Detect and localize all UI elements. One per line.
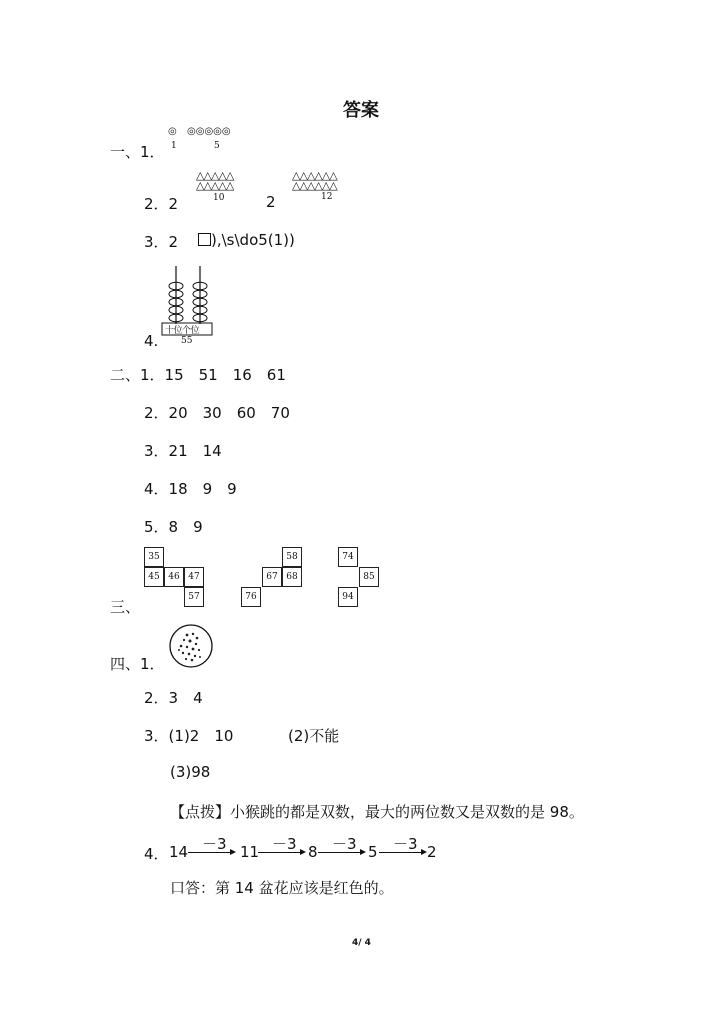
- chain-number: 2: [427, 843, 437, 861]
- grid-cell: 46: [164, 567, 184, 587]
- grid-cell: 68: [282, 567, 302, 587]
- grid-cell: 57: [184, 587, 204, 607]
- chain-step: －3: [202, 835, 227, 853]
- oral-answer: 口答：第 14 盆花应该是红色的。: [170, 879, 394, 897]
- section-1-label: 一、1．: [110, 143, 165, 161]
- chain-step: －3: [272, 835, 297, 853]
- tip-text: 小猴跳的都是双数，最大的两位数又是双数的是 98。: [230, 803, 584, 821]
- grid-cell: 94: [338, 587, 358, 607]
- page-title: 答案: [343, 100, 379, 121]
- section-2-q3: 3．21 14: [144, 442, 222, 460]
- chain-number: 5: [368, 843, 378, 861]
- grid-cell: 85: [359, 567, 379, 587]
- grid-cell: 76: [241, 587, 261, 607]
- chain-number: 11: [240, 843, 260, 861]
- five-circle-figure: ◎◎◎◎◎: [187, 126, 231, 137]
- abacus-value: 55: [181, 336, 193, 346]
- q1-4-label: 4.: [144, 332, 159, 350]
- section-4-q3-b: (2)不能: [288, 727, 340, 745]
- section-4-q3-a: 3．(1)2 10: [144, 727, 234, 745]
- q1-3-prefix: 3．2: [144, 233, 179, 251]
- section-3-label: 三、: [110, 598, 141, 616]
- grid-cell: 58: [282, 547, 302, 567]
- section-4-label: 四、1．: [110, 655, 165, 673]
- tip-paragraph: [170, 801, 584, 822]
- tip-label: 【点拨】: [170, 803, 231, 821]
- q1-2-mid: 2: [266, 193, 276, 211]
- grid-cell: 74: [338, 547, 358, 567]
- section-2-q4: 4．18 9 9: [144, 480, 237, 498]
- q1-2-prefix: 2．2: [144, 195, 179, 213]
- chain-number: 8: [308, 843, 318, 861]
- square-icon: [198, 233, 211, 246]
- triangle-group-b-count: 12: [321, 192, 333, 202]
- section-2-q1: 二、1．15 51 16 61: [110, 366, 286, 384]
- triangle-group-a-count: 10: [213, 193, 225, 203]
- circle-count-small: 1: [171, 141, 177, 151]
- single-circle-figure: ◎: [168, 126, 177, 137]
- grid-cell: 47: [184, 567, 204, 587]
- triangle-group-b: △△△△△△ △△△△△△: [292, 169, 337, 192]
- chain-step: －3: [393, 835, 418, 853]
- chain-number: 14: [169, 843, 189, 861]
- section-2-q2: 2．20 30 60 70: [144, 404, 290, 422]
- triangle-group-a: △△△△△ △△△△△: [196, 169, 234, 192]
- section-4-q3-c: (3)98: [170, 763, 211, 781]
- grid-cell: 67: [262, 567, 282, 587]
- section-4-q2: 2．3 4: [144, 689, 203, 707]
- grid-cell: 45: [144, 567, 164, 587]
- section-2-q5: 5．8 9: [144, 518, 203, 536]
- page-number: 4/ 4: [352, 938, 371, 948]
- section-4-q4-prefix: 4．: [144, 845, 169, 863]
- grid-cell: 35: [144, 547, 164, 567]
- abacus-place-labels: 十位个位: [165, 326, 200, 336]
- dotted-circle-drawing: [167, 622, 215, 670]
- circle-count-big: 5: [214, 141, 220, 151]
- chain-step: －3: [332, 835, 357, 853]
- q1-3-answer: ),\s\do5(1)): [198, 231, 295, 249]
